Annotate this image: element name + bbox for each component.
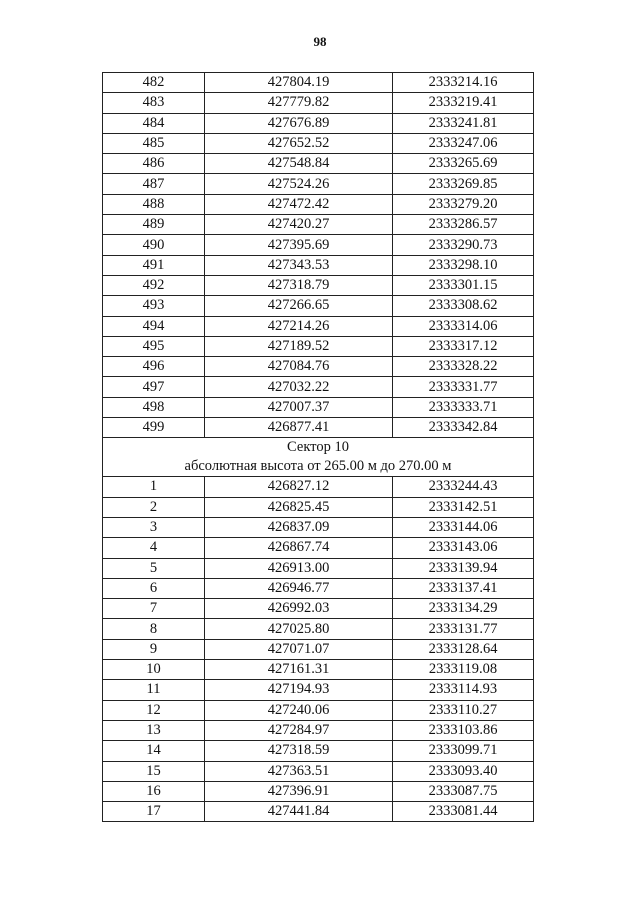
x-coordinate-cell: 427420.27 (205, 215, 393, 235)
y-coordinate-cell: 2333143.06 (393, 538, 534, 558)
y-coordinate-cell: 2333333.71 (393, 397, 534, 417)
table-row (103, 418, 534, 438)
point-number-cell: 10 (103, 660, 205, 680)
table-row (103, 538, 534, 558)
y-coordinate-cell: 2333331.77 (393, 377, 534, 397)
point-number-cell: 6 (103, 578, 205, 598)
y-coordinate-cell: 2333119.08 (393, 660, 534, 680)
point-number-cell: 16 (103, 781, 205, 801)
point-number-cell: 498 (103, 397, 205, 417)
x-coordinate-cell: 427804.19 (205, 73, 393, 93)
point-number-cell: 9 (103, 639, 205, 659)
point-number-cell: 4 (103, 538, 205, 558)
point-number-cell: 3 (103, 517, 205, 537)
x-coordinate-cell: 426946.77 (205, 578, 393, 598)
table-row (103, 761, 534, 781)
table-row (103, 194, 534, 214)
x-coordinate-cell: 427441.84 (205, 802, 393, 822)
y-coordinate-cell: 2333290.73 (393, 235, 534, 255)
y-coordinate-cell: 2333265.69 (393, 154, 534, 174)
x-coordinate-cell: 427343.53 (205, 255, 393, 275)
x-coordinate-cell: 427240.06 (205, 700, 393, 720)
table-row (103, 517, 534, 537)
x-coordinate-cell: 427032.22 (205, 377, 393, 397)
table-row (103, 113, 534, 133)
x-coordinate-cell: 427214.26 (205, 316, 393, 336)
point-number-cell: 12 (103, 700, 205, 720)
point-number-cell: 14 (103, 741, 205, 761)
y-coordinate-cell: 2333301.15 (393, 275, 534, 295)
point-number-cell: 487 (103, 174, 205, 194)
point-number-cell: 5 (103, 558, 205, 578)
x-coordinate-cell: 427676.89 (205, 113, 393, 133)
x-coordinate-cell: 427189.52 (205, 336, 393, 356)
x-coordinate-cell: 426825.45 (205, 497, 393, 517)
y-coordinate-cell: 2333279.20 (393, 194, 534, 214)
x-coordinate-cell: 426877.41 (205, 418, 393, 438)
point-number-cell: 483 (103, 93, 205, 113)
section-header-cell (103, 438, 534, 477)
section-header-row (103, 438, 534, 477)
x-coordinate-cell: 427318.59 (205, 741, 393, 761)
x-coordinate-cell: 427524.26 (205, 174, 393, 194)
table-row (103, 639, 534, 659)
point-number-cell: 497 (103, 377, 205, 397)
x-coordinate-cell: 427071.07 (205, 639, 393, 659)
point-number-cell: 2 (103, 497, 205, 517)
point-number-cell: 1 (103, 477, 205, 497)
y-coordinate-cell: 2333269.85 (393, 174, 534, 194)
point-number-cell: 17 (103, 802, 205, 822)
y-coordinate-cell: 2333244.43 (393, 477, 534, 497)
x-coordinate-cell: 427266.65 (205, 296, 393, 316)
point-number-cell: 494 (103, 316, 205, 336)
y-coordinate-cell: 2333342.84 (393, 418, 534, 438)
x-coordinate-cell: 426913.00 (205, 558, 393, 578)
y-coordinate-cell: 2333308.62 (393, 296, 534, 316)
x-coordinate-cell: 427007.37 (205, 397, 393, 417)
point-number-cell: 496 (103, 357, 205, 377)
table-row (103, 73, 534, 93)
section-subtitle: абсолютная высота от 265.00 м до 270.00 м (184, 458, 452, 475)
y-coordinate-cell: 2333286.57 (393, 215, 534, 235)
table-row (103, 720, 534, 740)
y-coordinate-cell: 2333131.77 (393, 619, 534, 639)
x-coordinate-cell: 426867.74 (205, 538, 393, 558)
rows-after-group (103, 477, 534, 822)
coordinates-table (102, 72, 534, 822)
y-coordinate-cell: 2333110.27 (393, 700, 534, 720)
y-coordinate-cell: 2333317.12 (393, 336, 534, 356)
x-coordinate-cell: 426837.09 (205, 517, 393, 537)
point-number-cell: 8 (103, 619, 205, 639)
point-number-cell: 11 (103, 680, 205, 700)
point-number-cell: 490 (103, 235, 205, 255)
x-coordinate-cell: 427548.84 (205, 154, 393, 174)
x-coordinate-cell: 427396.91 (205, 781, 393, 801)
point-number-cell: 486 (103, 154, 205, 174)
table-row (103, 802, 534, 822)
table-row (103, 275, 534, 295)
x-coordinate-cell: 427025.80 (205, 619, 393, 639)
y-coordinate-cell: 2333142.51 (393, 497, 534, 517)
point-number-cell: 491 (103, 255, 205, 275)
point-number-cell: 15 (103, 761, 205, 781)
table-row (103, 477, 534, 497)
table-row (103, 578, 534, 598)
table-row (103, 781, 534, 801)
y-coordinate-cell: 2333247.06 (393, 133, 534, 153)
point-number-cell: 492 (103, 275, 205, 295)
x-coordinate-cell: 427363.51 (205, 761, 393, 781)
y-coordinate-cell: 2333081.44 (393, 802, 534, 822)
table-row (103, 741, 534, 761)
point-number-cell: 493 (103, 296, 205, 316)
y-coordinate-cell: 2333114.93 (393, 680, 534, 700)
table-row (103, 700, 534, 720)
table-row (103, 357, 534, 377)
section-header-group (103, 438, 534, 477)
x-coordinate-cell: 427652.52 (205, 133, 393, 153)
point-number-cell: 499 (103, 418, 205, 438)
table-row (103, 336, 534, 356)
point-number-cell: 485 (103, 133, 205, 153)
x-coordinate-cell: 427318.79 (205, 275, 393, 295)
x-coordinate-cell: 427084.76 (205, 357, 393, 377)
table-row (103, 497, 534, 517)
point-number-cell: 489 (103, 215, 205, 235)
table-row (103, 235, 534, 255)
table-row (103, 296, 534, 316)
point-number-cell: 13 (103, 720, 205, 740)
table-row (103, 619, 534, 639)
x-coordinate-cell: 427779.82 (205, 93, 393, 113)
table-row (103, 599, 534, 619)
table-row (103, 660, 534, 680)
x-coordinate-cell: 426827.12 (205, 477, 393, 497)
point-number-cell: 484 (103, 113, 205, 133)
section-title: Сектор 10 (287, 439, 349, 456)
table-row (103, 93, 534, 113)
point-number-cell: 488 (103, 194, 205, 214)
y-coordinate-cell: 2333219.41 (393, 93, 534, 113)
y-coordinate-cell: 2333099.71 (393, 741, 534, 761)
y-coordinate-cell: 2333093.40 (393, 761, 534, 781)
y-coordinate-cell: 2333128.64 (393, 639, 534, 659)
y-coordinate-cell: 2333139.94 (393, 558, 534, 578)
page-number: 98 (313, 34, 327, 49)
x-coordinate-cell: 427395.69 (205, 235, 393, 255)
table-row (103, 255, 534, 275)
table-row (103, 558, 534, 578)
x-coordinate-cell: 427472.42 (205, 194, 393, 214)
table-row (103, 680, 534, 700)
point-number-cell: 482 (103, 73, 205, 93)
point-number-cell: 495 (103, 336, 205, 356)
table-row (103, 316, 534, 336)
rows-before-group (103, 73, 534, 438)
x-coordinate-cell: 427161.31 (205, 660, 393, 680)
table-row (103, 133, 534, 153)
x-coordinate-cell: 427284.97 (205, 720, 393, 740)
y-coordinate-cell: 2333103.86 (393, 720, 534, 740)
y-coordinate-cell: 2333328.22 (393, 357, 534, 377)
table-row (103, 215, 534, 235)
y-coordinate-cell: 2333214.16 (393, 73, 534, 93)
y-coordinate-cell: 2333144.06 (393, 517, 534, 537)
y-coordinate-cell: 2333314.06 (393, 316, 534, 336)
table-row (103, 397, 534, 417)
table-row (103, 377, 534, 397)
y-coordinate-cell: 2333298.10 (393, 255, 534, 275)
point-number-cell: 7 (103, 599, 205, 619)
y-coordinate-cell: 2333241.81 (393, 113, 534, 133)
y-coordinate-cell: 2333087.75 (393, 781, 534, 801)
table-row (103, 174, 534, 194)
x-coordinate-cell: 427194.93 (205, 680, 393, 700)
table-row (103, 154, 534, 174)
x-coordinate-cell: 426992.03 (205, 599, 393, 619)
y-coordinate-cell: 2333134.29 (393, 599, 534, 619)
y-coordinate-cell: 2333137.41 (393, 578, 534, 598)
